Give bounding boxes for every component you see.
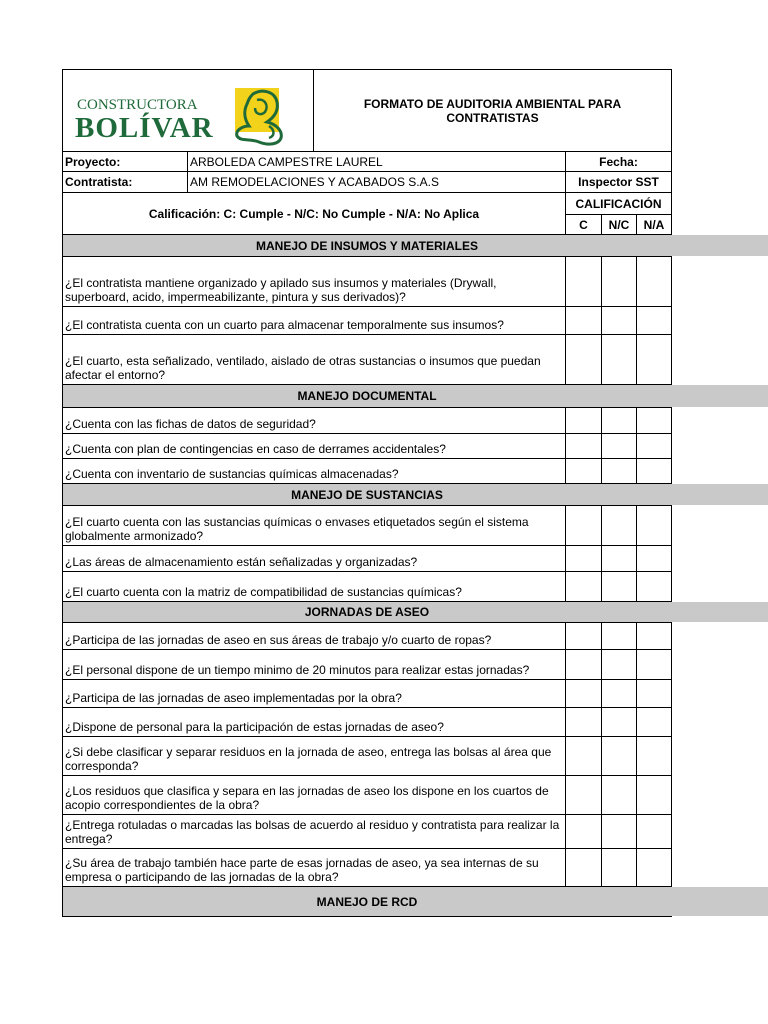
section-band-extension (671, 887, 768, 916)
rating-checkbox-c[interactable] (565, 571, 602, 602)
rating-title: CALIFICACIÓN (565, 192, 672, 215)
rating-checkbox-c[interactable] (565, 814, 602, 849)
section-band-extension (671, 235, 768, 256)
rating-checkbox-c[interactable] (565, 622, 602, 650)
rating-checkbox-nc[interactable] (601, 775, 637, 815)
question-row: ¿El cuarto cuenta con las sustancias químicas o envases etiquetados según el sistema globalmente armonizado? (62, 505, 566, 546)
question-row: ¿El cuarto cuenta con la matriz de compatibilidad de sustancias químicas? (62, 571, 566, 602)
question-row: ¿Dispone de personal para la participación de estas jornadas de aseo? (62, 707, 566, 737)
form-title (313, 69, 672, 152)
rating-checkbox-c[interactable] (565, 736, 602, 776)
rating-checkbox-na[interactable] (636, 707, 672, 737)
rating-checkbox-c[interactable] (565, 679, 602, 708)
proyecto-label: Proyecto: (62, 151, 188, 172)
section-band-extension (671, 385, 768, 407)
question-row: ¿Entrega rotuladas o marcadas las bolsas de acuerdo al residuo y contratista para realizar la entrega? (62, 814, 566, 849)
rating-checkbox-c[interactable] (565, 407, 602, 434)
rating-checkbox-c[interactable] (565, 256, 602, 307)
rating-checkbox-nc[interactable] (601, 306, 637, 335)
logo-line2: BOLÍVAR (75, 112, 214, 144)
inspector-label: Inspector SST (565, 171, 672, 193)
question-row: ¿Participa de las jornadas de aseo en sus áreas de trabajo y/o cuarto de ropas? (62, 622, 566, 650)
rating-checkbox-na[interactable] (636, 407, 672, 434)
rating-checkbox-c[interactable] (565, 334, 602, 385)
proyecto-value: ARBOLEDA CAMPESTRE LAUREL (187, 151, 566, 172)
section-band-extension (671, 484, 768, 505)
rating-checkbox-na[interactable] (636, 256, 672, 307)
rating-legend: Calificación: C: Cumple - N/C: No Cumple - N/A: No Aplica (62, 192, 566, 235)
rating-checkbox-c[interactable] (565, 545, 602, 572)
rating-checkbox-nc[interactable] (601, 679, 637, 708)
question-row: ¿Las áreas de almacenamiento están señalizadas y organizadas? (62, 545, 566, 572)
rating-checkbox-nc[interactable] (601, 545, 637, 572)
rating-checkbox-nc[interactable] (601, 736, 637, 776)
question-row: ¿El personal dispone de un tiempo minimo de 20 minutos para realizar estas jornadas? (62, 649, 566, 680)
rating-checkbox-na[interactable] (636, 306, 672, 335)
col-c: C (565, 214, 602, 235)
contratista-value: AM REMODELACIONES Y ACABADOS S.A.S (187, 171, 566, 193)
rating-checkbox-na[interactable] (636, 649, 672, 680)
question-row: ¿Los residuos que clasifica y separa en las jornadas de aseo los dispone en los cuartos de acopio correspondientes de la obra? (62, 775, 566, 815)
rating-checkbox-c[interactable] (565, 505, 602, 546)
logo-line1: CONSTRUCTORA (77, 97, 198, 113)
rating-checkbox-nc[interactable] (601, 649, 637, 680)
question-row: ¿Cuenta con las fichas de datos de seguridad? (62, 407, 566, 434)
question-row: ¿Si debe clasificar y separar residuos en la jornada de aseo, entrega las bolsas al área que corresponda? (62, 736, 566, 776)
section-header: MANEJO DOCUMENTAL (62, 384, 672, 408)
rating-checkbox-c[interactable] (565, 649, 602, 680)
rating-checkbox-c[interactable] (565, 458, 602, 484)
col-na: N/A (636, 214, 672, 235)
rating-checkbox-nc[interactable] (601, 458, 637, 484)
rating-checkbox-nc[interactable] (601, 571, 637, 602)
question-row: ¿El contratista cuenta con un cuarto para almacenar temporalmente sus insumos? (62, 306, 566, 335)
question-row: ¿El contratista mantiene organizado y apilado sus insumos y materiales (Drywall, superboard, acido, impermeabilizante, pintura y sus derivados)? (62, 256, 566, 307)
rating-checkbox-nc[interactable] (601, 334, 637, 385)
rating-checkbox-na[interactable] (636, 571, 672, 602)
question-row: ¿Participa de las jornadas de aseo implementadas por la obra? (62, 679, 566, 708)
rating-checkbox-na[interactable] (636, 622, 672, 650)
rating-checkbox-na[interactable] (636, 545, 672, 572)
question-row: ¿Cuenta con inventario de sustancias químicas almacenadas? (62, 458, 566, 484)
rating-checkbox-c[interactable] (565, 433, 602, 459)
section-header: MANEJO DE INSUMOS Y MATERIALES (62, 234, 672, 257)
rating-checkbox-na[interactable] (636, 814, 672, 849)
rating-checkbox-nc[interactable] (601, 622, 637, 650)
rating-checkbox-c[interactable] (565, 775, 602, 815)
section-header: MANEJO DE RCD (62, 886, 672, 917)
rating-checkbox-nc[interactable] (601, 433, 637, 459)
rating-checkbox-na[interactable] (636, 458, 672, 484)
contratista-label: Contratista: (62, 171, 188, 193)
rating-checkbox-na[interactable] (636, 736, 672, 776)
section-header: JORNADAS DE ASEO (62, 601, 672, 623)
rating-checkbox-na[interactable] (636, 334, 672, 385)
logo-cell (62, 69, 314, 152)
rating-checkbox-nc[interactable] (601, 814, 637, 849)
section-header: MANEJO DE SUSTANCIAS (62, 483, 672, 506)
col-nc: N/C (601, 214, 637, 235)
bolivar-logo-icon (229, 84, 299, 148)
rating-checkbox-c[interactable] (565, 848, 602, 887)
rating-checkbox-nc[interactable] (601, 505, 637, 546)
rating-checkbox-na[interactable] (636, 775, 672, 815)
question-row: ¿El cuarto, esta señalizado, ventilado, aislado de otras sustancias o insumos que puedan afectar el entorno? (62, 334, 566, 385)
form-title-text: FORMATO DE AUDITORIA AMBIENTAL PARA CONTRATISTAS (363, 96, 622, 125)
rating-checkbox-na[interactable] (636, 433, 672, 459)
rating-checkbox-nc[interactable] (601, 407, 637, 434)
question-row: ¿Cuenta con plan de contingencias en caso de derrames accidentales? (62, 433, 566, 459)
section-band-extension (671, 602, 768, 622)
rating-checkbox-na[interactable] (636, 848, 672, 887)
rating-checkbox-nc[interactable] (601, 256, 637, 307)
question-row: ¿Su área de trabajo también hace parte de esas jornadas de aseo, ya sea internas de su empresa o participando de las jornadas de la obra? (62, 848, 566, 887)
rating-checkbox-c[interactable] (565, 306, 602, 335)
rating-checkbox-nc[interactable] (601, 848, 637, 887)
fecha-label: Fecha: (565, 151, 672, 172)
rating-checkbox-na[interactable] (636, 505, 672, 546)
rating-checkbox-na[interactable] (636, 679, 672, 708)
rating-checkbox-nc[interactable] (601, 707, 637, 737)
rating-checkbox-c[interactable] (565, 707, 602, 737)
